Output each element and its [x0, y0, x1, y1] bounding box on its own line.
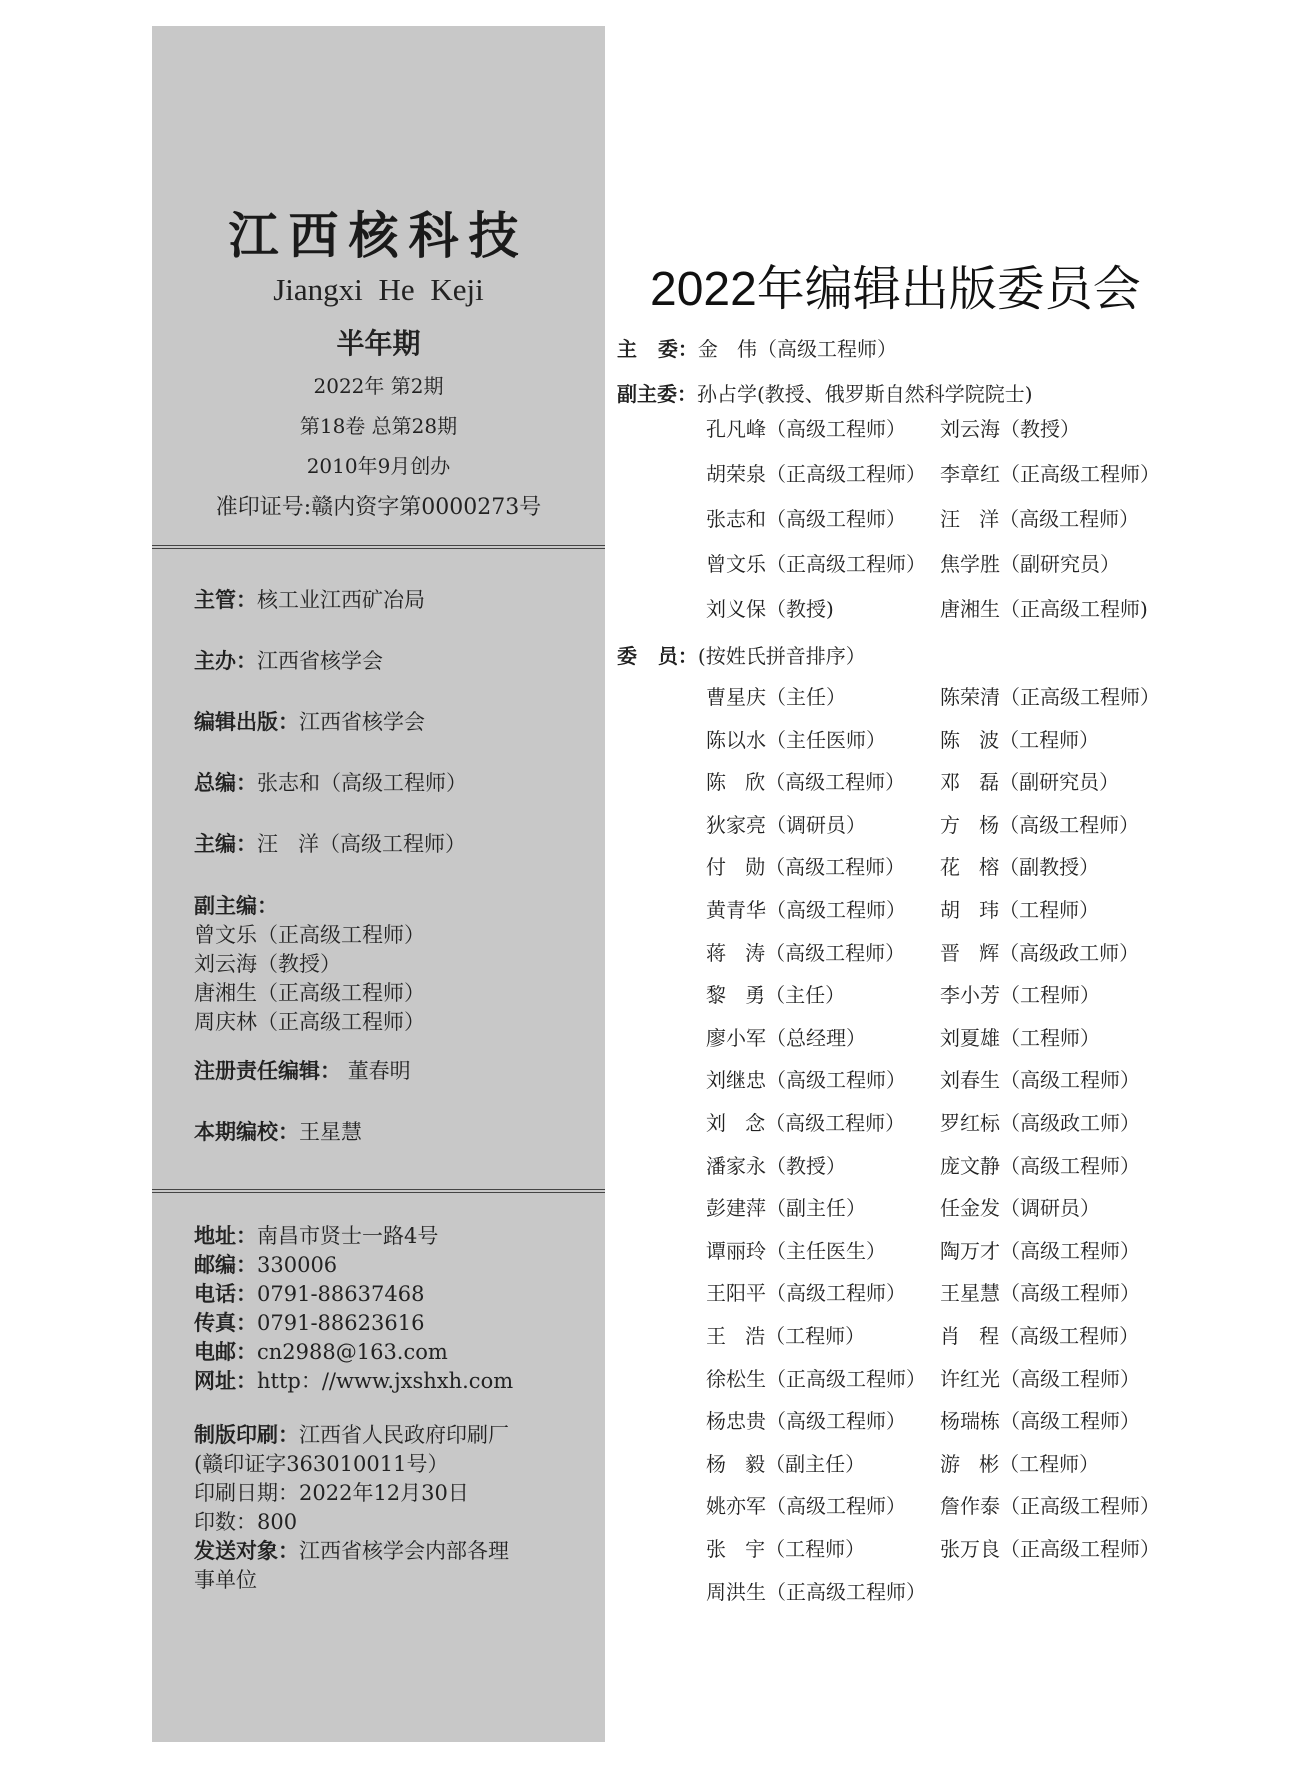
committee-member: 张万良（正高级工程师） [940, 1537, 1160, 1561]
editing-row [194, 708, 425, 737]
print-permit: 准印证号:赣内资字第0000273号 [215, 495, 542, 520]
address-row [194, 1222, 513, 1251]
fax-row [194, 1309, 513, 1338]
journal-title: 江西核科技 [228, 206, 529, 265]
director-row [617, 333, 897, 362]
committee-member: 陈 欣（高级工程师） [706, 770, 906, 795]
committee-member: 花 榕（副教授） [940, 855, 1100, 880]
committee-member: 杨 毅（副主任） [706, 1451, 866, 1476]
committee-member: 张 宇（工程师） [706, 1537, 866, 1561]
committee-member: 刘继忠（高级工程师） [706, 1068, 906, 1093]
postcode-row [194, 1251, 513, 1280]
committee-member: 王阳平（高级工程师） [706, 1281, 906, 1306]
deputy-director-row [617, 378, 1033, 407]
committee-member: 陈荣清（正高级工程师） [940, 685, 1160, 709]
address-label: 地址： [194, 1224, 257, 1248]
masthead-sidebar [152, 26, 605, 1742]
proofreader-label: 本期编校： [194, 1120, 299, 1144]
committee-member: 汪 洋（高级工程师） [940, 507, 1140, 531]
postcode-label: 邮编： [194, 1253, 257, 1277]
members-note: (按姓氏拼音排序） [697, 644, 866, 668]
committee-member: 黎 勇（主任） [706, 983, 846, 1008]
editor-value: 汪 洋（高级工程师） [257, 832, 467, 856]
distribution-row [194, 1537, 509, 1566]
printer-row [194, 1421, 509, 1450]
committee-member: 杨忠贵（高级工程师） [706, 1409, 906, 1434]
committee-member: 方 杨（高级工程师） [940, 812, 1140, 837]
committee-member: 晋 辉（高级政工师） [940, 940, 1140, 965]
committee-member: 周洪生（正高级工程师） [706, 1579, 926, 1604]
committee-member: 许红光（高级工程师） [940, 1366, 1140, 1391]
printing-block [194, 1421, 509, 1595]
committee-member: 邓 磊（副研究员） [940, 770, 1120, 795]
committee-member: 陶万才（高级工程师） [940, 1238, 1140, 1263]
sponsor-row [194, 647, 383, 676]
fax-label: 传真： [194, 1311, 257, 1335]
deputy-editor: 周庆林（正高级工程师） [194, 1010, 425, 1034]
committee-title: 2022年编辑出版委员会 [650, 263, 1141, 316]
committee-member: 狄家亮（调研员） [706, 812, 866, 837]
chief-editor-value: 张志和（高级工程师） [257, 771, 467, 795]
website-value: http：//www.jxshxh.com [257, 1369, 514, 1393]
phone-row [194, 1280, 513, 1309]
committee-member: 潘家永（教授） [706, 1153, 846, 1178]
committee-member: 徐松生（正高级工程师） [706, 1366, 926, 1391]
editing-value: 江西省核学会 [299, 710, 425, 734]
divider [152, 1189, 605, 1193]
deputy-director-first: 孙占学(教授、俄罗斯自然科学院院士) [697, 382, 1033, 406]
printer-value: 江西省人民政府印刷厂 [299, 1423, 509, 1447]
email-label: 电邮： [194, 1340, 257, 1364]
print-date: 印刷日期：2022年12月30日 [194, 1481, 469, 1505]
address-value: 南昌市贤士一路4号 [257, 1224, 439, 1248]
committee-member: 付 勋（高级工程师） [706, 855, 906, 880]
committee-member: 肖 程（高级工程师） [940, 1324, 1140, 1348]
director-label: 主 委： [617, 337, 698, 361]
distribution-label: 发送对象： [194, 1539, 299, 1563]
committee-member: 罗红标（高级政工师） [940, 1111, 1140, 1135]
printer-license: (赣印证字363010011号） [194, 1452, 449, 1476]
committee-member: 孔凡峰（高级工程师） [706, 417, 906, 441]
committee-member: 张志和（高级工程师） [706, 507, 906, 531]
committee-member: 谭丽玲（主任医生） [706, 1238, 886, 1263]
sponsor-value: 江西省核学会 [257, 649, 383, 673]
committee-member: 姚亦军（高级工程师） [706, 1494, 906, 1519]
supervisor-row [194, 586, 425, 615]
email-row [194, 1338, 513, 1367]
registered-editor-label: 注册责任编辑： [194, 1059, 341, 1083]
committee-member: 曹星庆（主任） [706, 685, 846, 709]
chief-editor-label: 总编： [194, 771, 257, 795]
distribution-value: 江西省核学会内部各理 [299, 1539, 509, 1563]
committee-member: 刘夏雄（工程师） [940, 1025, 1100, 1050]
contact-block [194, 1222, 513, 1396]
print-count: 印数：800 [194, 1510, 298, 1534]
committee-member: 庞文静（高级工程师） [940, 1153, 1140, 1178]
email-value: cn2988@163.com [257, 1340, 448, 1364]
editor-label: 主编： [194, 832, 257, 856]
committee-member: 杨瑞栋（高级工程师） [940, 1409, 1140, 1434]
committee-member: 刘春生（高级工程师） [940, 1068, 1140, 1093]
editing-label: 编辑出版： [194, 710, 299, 734]
supervisor-label: 主管： [194, 588, 257, 612]
committee-member: 陈以水（主任医师） [706, 727, 886, 752]
committee-member: 詹作泰（正高级工程师） [940, 1494, 1160, 1519]
committee-member: 任金发（调研员） [940, 1196, 1100, 1221]
deputy-editors-block [194, 892, 425, 1037]
deputy-editors-label: 副主编： [194, 894, 278, 918]
committee-member: 彭建萍（副主任） [706, 1196, 866, 1221]
journal-roman-title: Jiangxi He Keji [273, 272, 484, 307]
proofreader-value: 王星慧 [299, 1120, 362, 1144]
publication-frequency: 半年期 [336, 327, 421, 360]
committee-member: 李章红（正高级工程师） [940, 462, 1160, 486]
sponsor-label: 主办： [194, 649, 257, 673]
divider [152, 545, 605, 549]
committee-member: 王 浩（工程师） [706, 1324, 866, 1348]
supervisor-value: 核工业江西矿冶局 [257, 588, 425, 612]
committee-member: 刘 念（高级工程师） [706, 1111, 906, 1135]
committee-member: 曾文乐（正高级工程师） [706, 552, 926, 576]
postcode-value: 330006 [257, 1253, 338, 1277]
committee-member: 胡荣泉（正高级工程师） [706, 462, 926, 486]
website-label: 网址： [194, 1369, 257, 1393]
committee-member: 焦学胜（副研究员） [940, 552, 1120, 576]
issue-number: 2022年 第2期 [313, 374, 444, 398]
director-value: 金 伟（高级工程师） [697, 337, 897, 361]
committee-member: 刘云海（教授） [940, 417, 1080, 441]
committee-member: 黄青华（高级工程师） [706, 898, 906, 922]
committee-member: 王星慧（高级工程师） [940, 1281, 1140, 1306]
committee-member: 刘义保（教授) [706, 597, 834, 621]
deputy-editor: 唐湘生（正高级工程师） [194, 981, 425, 1005]
phone-label: 电话： [194, 1282, 257, 1306]
deputy-director-label: 副主委： [617, 382, 697, 406]
founded-date: 2010年9月创办 [306, 454, 451, 478]
deputy-editor: 刘云海（教授） [194, 952, 341, 976]
committee-member: 廖小军（总经理） [706, 1025, 866, 1050]
members-header [617, 640, 866, 669]
phone-value: 0791-88637468 [257, 1282, 425, 1306]
committee-member: 胡 玮（工程师） [940, 898, 1100, 922]
committee-member: 游 彬（工程师） [940, 1451, 1100, 1476]
proofreader-row [194, 1118, 362, 1147]
distribution-value-cont: 事单位 [194, 1568, 257, 1592]
fax-value: 0791-88623616 [257, 1311, 425, 1335]
printer-label: 制版印刷： [194, 1423, 299, 1447]
editor-row [194, 830, 466, 859]
committee-member: 唐湘生（正高级工程师) [940, 597, 1148, 621]
registered-editor-value: 董春明 [347, 1059, 411, 1083]
chief-editor-row [194, 769, 467, 798]
volume-number: 第18卷 总第28期 [299, 414, 458, 438]
members-label: 委 员： [617, 644, 698, 668]
registered-editor-row [194, 1057, 411, 1086]
committee-member: 陈 波（工程师） [940, 727, 1100, 752]
deputy-editor: 曾文乐（正高级工程师） [194, 923, 425, 947]
committee-member: 蒋 涛（高级工程师） [706, 940, 906, 965]
website-row [194, 1367, 513, 1396]
committee-member: 李小芳（工程师） [940, 983, 1100, 1008]
